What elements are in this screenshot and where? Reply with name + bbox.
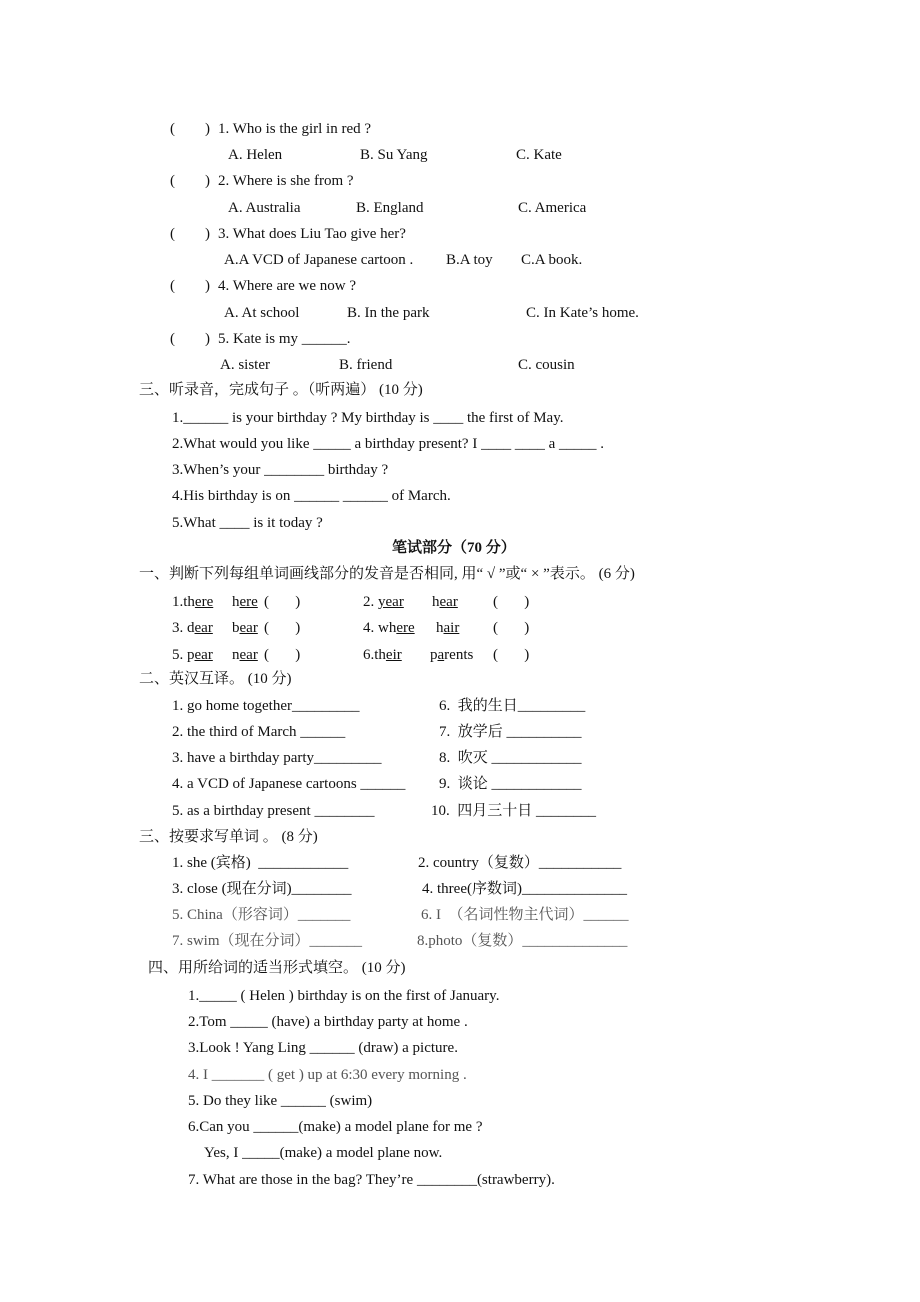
q4-answer-paren[interactable]: ( ) xyxy=(170,278,210,294)
q2-answer-paren[interactable]: ( ) xyxy=(170,173,210,189)
listen-sentence-1[interactable]: 1.______ is your birthday ? My birthday is ____ the first of May. xyxy=(172,410,564,426)
q1-answer-paren[interactable]: ( ) xyxy=(170,121,210,137)
q5-option-a: A. sister xyxy=(220,357,270,373)
q5-option-c: C. cousin xyxy=(518,357,575,373)
listen-sentence-2[interactable]: 2.What would you like _____ a birthday present? I ____ ____ a _____ . xyxy=(172,436,604,452)
q5-question: 5. Kate is my ______. xyxy=(218,331,351,347)
pron-pair-5-word2: near xyxy=(232,647,258,663)
q2-option-a: A. Australia xyxy=(228,200,301,216)
pron-pair-5: 5. pear xyxy=(172,647,213,663)
forms-item-6[interactable]: 6. I （名词性物主代词）______ xyxy=(421,907,629,923)
q3-option-b: B.A toy xyxy=(446,252,493,268)
fill-sentence-6[interactable]: 6.Can you ______(make) a model plane for me ? xyxy=(188,1119,483,1135)
pron-pair-4-word2: hair xyxy=(436,620,460,636)
pron-pair-4-paren[interactable]: ( ) xyxy=(493,620,530,636)
pron-pair-5-paren[interactable]: ( ) xyxy=(264,647,301,663)
pron-pair-1-paren[interactable]: ( ) xyxy=(264,594,301,610)
translate-item-9[interactable]: 9. 谈论 ____________ xyxy=(439,776,582,792)
pron-pair-6-paren[interactable]: ( ) xyxy=(493,647,530,663)
q1-option-b: B. Su Yang xyxy=(360,147,428,163)
forms-item-1[interactable]: 1. she (宾格) ____________ xyxy=(172,855,349,871)
pron-pair-3-paren[interactable]: ( ) xyxy=(264,620,301,636)
forms-item-5[interactable]: 5. China（形容词）_______ xyxy=(172,907,351,923)
fill-sentence-5[interactable]: 5. Do they like ______ (swim) xyxy=(188,1093,373,1109)
q5-option-b: B. friend xyxy=(339,357,393,373)
pron-pair-1: 1.there xyxy=(172,594,214,610)
translate-item-1[interactable]: 1. go home together_________ xyxy=(172,698,360,714)
fill-sentence-2[interactable]: 2.Tom _____ (have) a birthday party at home . xyxy=(188,1014,468,1030)
q4-question: 4. Where are we now ? xyxy=(218,278,356,294)
q3-option-a: A.A VCD of Japanese cartoon . xyxy=(224,252,414,268)
pron-pair-4: 4. where xyxy=(363,620,415,636)
q5-answer-paren[interactable]: ( ) xyxy=(170,331,210,347)
forms-heading: 三、按要求写单词 。 (8 分) xyxy=(139,829,318,845)
forms-item-7[interactable]: 7. swim（现在分词）_______ xyxy=(172,933,363,949)
fill-heading: 四、用所给词的适当形式填空。 (10 分) xyxy=(148,960,406,976)
listen-sentence-3[interactable]: 3.When’s your ________ birthday ? xyxy=(172,462,389,478)
translate-item-3[interactable]: 3. have a birthday party_________ xyxy=(172,750,382,766)
fill-sentence-6-reply[interactable]: Yes, I _____(make) a model plane now. xyxy=(204,1145,443,1161)
pron-pair-2: 2. year xyxy=(363,594,404,610)
pron-pair-2-paren[interactable]: ( ) xyxy=(493,594,530,610)
translate-item-7[interactable]: 7. 放学后 __________ xyxy=(439,724,582,740)
forms-item-8[interactable]: 8.photo（复数）______________ xyxy=(417,933,628,949)
pron-pair-3: 3. dear xyxy=(172,620,213,636)
pronunciation-heading: 一、判断下列每组单词画线部分的发音是否相同, 用“ √ ”或“ × ”表示。 (6 分) xyxy=(139,566,635,582)
forms-item-4[interactable]: 4. three(序数词)______________ xyxy=(422,881,627,897)
q2-option-b: B. England xyxy=(356,200,424,216)
q1-question: 1. Who is the girl in red ? xyxy=(218,121,372,137)
q3-question: 3. What does Liu Tao give her? xyxy=(218,226,406,242)
forms-item-2[interactable]: 2. country（复数）___________ xyxy=(418,855,622,871)
q2-option-c: C. America xyxy=(518,200,587,216)
q4-option-b: B. In the park xyxy=(347,305,430,321)
written-part-title: 笔试部分（70 分） xyxy=(392,540,516,556)
translate-item-4[interactable]: 4. a VCD of Japanese cartoons ______ xyxy=(172,776,406,792)
translate-item-2[interactable]: 2. the third of March ______ xyxy=(172,724,346,740)
listen-sentence-4[interactable]: 4.His birthday is on ______ ______ of March. xyxy=(172,488,451,504)
q2-question: 2. Where is she from ? xyxy=(218,173,354,189)
translate-heading: 二、英汉互译。 (10 分) xyxy=(139,671,292,687)
pron-pair-3-word2: bear xyxy=(232,620,258,636)
forms-item-3[interactable]: 3. close (现在分词)________ xyxy=(172,881,352,897)
q1-option-c: C. Kate xyxy=(516,147,562,163)
q3-answer-paren[interactable]: ( ) xyxy=(170,226,210,242)
pron-pair-1-word2: here xyxy=(232,594,258,610)
q4-option-c: C. In Kate’s home. xyxy=(526,305,639,321)
pron-pair-2-word2: hear xyxy=(432,594,458,610)
fill-sentence-4[interactable]: 4. I _______ ( get ) up at 6:30 every morning . xyxy=(188,1067,467,1083)
pron-pair-6: 6.their xyxy=(363,647,402,663)
q1-option-a: A. Helen xyxy=(228,147,283,163)
q4-option-a: A. At school xyxy=(224,305,300,321)
translate-item-10[interactable]: 10. 四月三十日 ________ xyxy=(431,803,597,819)
translate-item-8[interactable]: 8. 吹灭 ____________ xyxy=(439,750,582,766)
listen-complete-heading: 三、听录音，完成句子 。（听两遍） (10 分) xyxy=(139,382,423,398)
fill-sentence-3[interactable]: 3.Look ! Yang Ling ______ (draw) a picture. xyxy=(188,1040,458,1056)
fill-sentence-1[interactable]: 1._____ ( Helen ) birthday is on the first of January. xyxy=(188,988,500,1004)
fill-sentence-7[interactable]: 7. What are those in the bag? They’re ________(strawberry). xyxy=(188,1172,555,1188)
pron-pair-6-word2: parents xyxy=(430,647,474,663)
translate-item-5[interactable]: 5. as a birthday present ________ xyxy=(172,803,375,819)
listen-sentence-5[interactable]: 5.What ____ is it today ? xyxy=(172,515,323,531)
q3-option-c: C.A book. xyxy=(521,252,583,268)
translate-item-6[interactable]: 6. 我的生日_________ xyxy=(439,698,586,714)
